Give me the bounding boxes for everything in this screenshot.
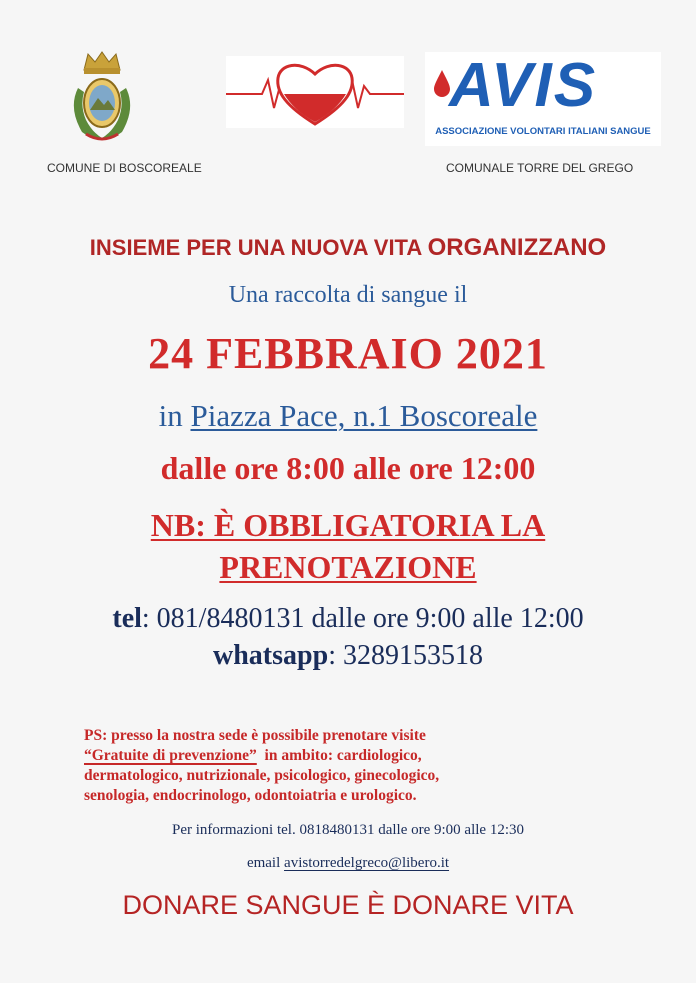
ps-line1: PS: presso la nostra sede è possibile prenotare visite (84, 727, 426, 744)
tel-line (0, 603, 696, 635)
coat-of-arms-icon (62, 48, 142, 148)
heartbeat-heart-icon (226, 56, 404, 128)
notice-line1: NB: È OBBLIGATORIA LA (150, 507, 546, 543)
headline-part2: ORGANIZZANO (427, 234, 607, 261)
avis-caption: COMUNALE TORRE DEL GREGO (446, 161, 634, 175)
info-line: Per informazioni tel. 0818480131 dalle ore 9:00 alle 12:30 (171, 822, 524, 838)
booking-notice (0, 504, 696, 588)
event-date: 24 FEBBRAIO 2021 (148, 329, 548, 378)
ps-line3: dermatologico, nutrizionale, psicologico, ginecologico, (84, 767, 440, 784)
ps-line2 (84, 746, 439, 766)
headline (0, 234, 696, 262)
heartbeat-logo (226, 56, 404, 128)
ps-line4: senologia, endocrinologo, odontoiatria e urologico. (84, 787, 417, 804)
headline-part1: INSIEME PER UNA NUOVA VITA (89, 235, 428, 260)
avis-logo (425, 52, 661, 146)
location-place: Piazza Pace, n.1 Boscoreale (190, 398, 538, 433)
slogan: DONARE SANGUE È DONARE VITA (122, 890, 574, 920)
email-address[interactable]: avistorredelgreco@libero.it (284, 855, 450, 871)
intro-text: Una raccolta di sangue il (228, 282, 468, 308)
whatsapp-label: whatsapp (213, 640, 329, 671)
notice-line2: PRENOTAZIONE (219, 549, 477, 585)
boscoreale-crest (62, 48, 142, 148)
email-line (0, 855, 696, 872)
boscoreale-caption: COMUNE DI BOSCOREALE (47, 161, 202, 175)
tel-label: tel (112, 603, 142, 634)
avis-tagline: ASSOCIAZIONE VOLONTARI ITALIANI SANGUE (435, 126, 651, 137)
tel-value: : 081/8480131 dalle ore 9:00 alle 12:00 (141, 603, 584, 634)
whatsapp-line (0, 640, 696, 672)
event-hours: dalle ore 8:00 alle ore 12:00 (160, 450, 536, 486)
email-label: email (246, 855, 285, 871)
ps-line2-rest: in ambito: cardiologico, (256, 747, 422, 764)
ps-block (84, 726, 439, 806)
event-location (0, 398, 696, 434)
ps-free-visits: “Gratuite di prevenzione” (84, 747, 257, 764)
whatsapp-value: : 3289153518 (328, 640, 483, 671)
avis-wordmark: AVIS (449, 51, 598, 120)
location-prefix: in (158, 398, 191, 433)
